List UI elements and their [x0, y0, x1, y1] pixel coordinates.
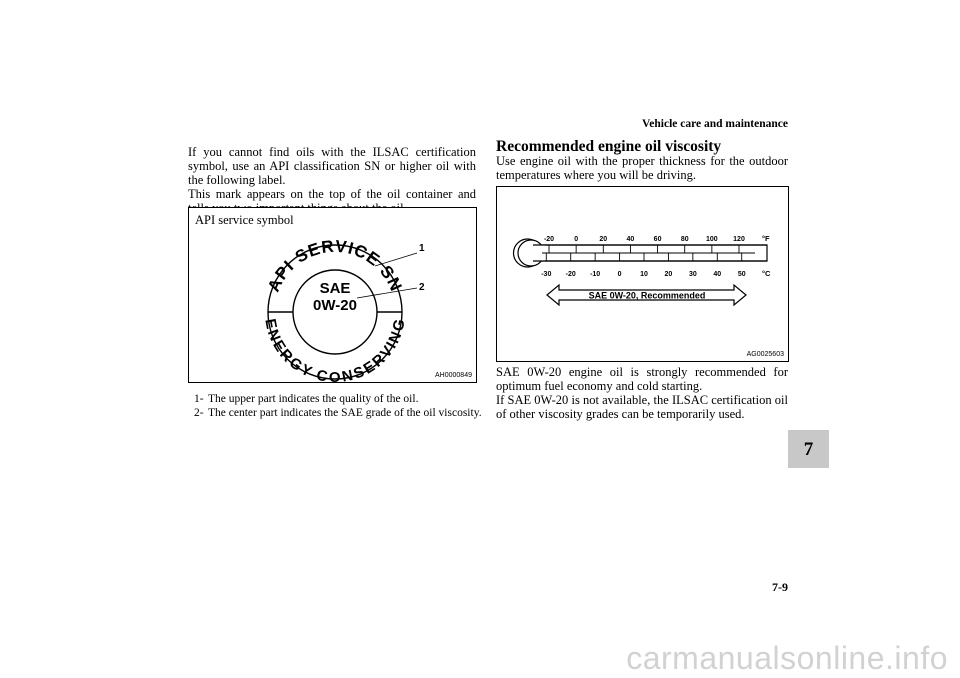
figure-notes — [194, 392, 484, 420]
chapter-tab: 7 — [788, 430, 829, 468]
api-symbol-figure — [188, 207, 477, 383]
fahrenheit-unit: °F — [762, 234, 770, 243]
page-number: 7-9 — [772, 580, 788, 594]
callout-2: 2 — [419, 282, 425, 293]
fahrenheit-tick-label: 60 — [653, 236, 662, 243]
fahrenheit-tick-label: 0 — [574, 236, 579, 243]
figure-code: AG0025603 — [746, 351, 784, 358]
celsius-tick-label: 0 — [617, 271, 622, 278]
note-text: The upper part indicates the quality of the oil. — [208, 393, 419, 405]
body-sentence-1: SAE 0W-20 engine oil is strongly recommended for optimum fuel economy and cold starting. — [496, 365, 788, 393]
note-number: 1- — [194, 393, 204, 405]
note-item — [194, 406, 484, 420]
section-heading: Recommended engine oil viscosity — [496, 138, 722, 155]
celsius-tick-label: -20 — [565, 271, 576, 278]
fahrenheit-tick-label: 120 — [733, 236, 745, 243]
figure-code: AH0000849 — [435, 372, 472, 379]
thermometer-figure — [496, 186, 789, 362]
callout-1: 1 — [419, 243, 425, 254]
ring-bottom-text: ENERGY CONSERVING — [260, 317, 410, 382]
arrow-label: SAE 0W-20, Recommended — [588, 290, 706, 301]
intro-sentence-1: If you cannot find oils with the ILSAC certification symbol, use an API classification SN or higher oil with the following label. — [188, 145, 476, 187]
celsius-tick-label: 50 — [737, 271, 746, 278]
intro-sentence-2: This mark appears on the top of the oil container and — [188, 187, 476, 201]
fahrenheit-tick-label: -20 — [543, 236, 555, 243]
fahrenheit-tick-label: 20 — [599, 236, 608, 243]
watermark: carmanualsonline.info — [626, 640, 948, 676]
api-donut-graphic — [189, 208, 476, 382]
celsius-tick-label: -30 — [541, 271, 552, 278]
note-number: 2- — [194, 407, 204, 419]
fahrenheit-tick-label: 40 — [626, 236, 635, 243]
center-sae: SAE — [319, 280, 351, 297]
viscosity-body — [496, 365, 788, 421]
viscosity-intro: Use engine oil with the proper thickness for the outdoor temperatures where you will be driving. — [496, 154, 788, 182]
note-text: The center part indicates the SAE grade of the oil viscosity. — [208, 407, 482, 419]
section-header: Vehicle care and maintenance — [642, 118, 788, 130]
celsius-tick-label: 20 — [664, 271, 673, 278]
celsius-tick-label: 30 — [688, 271, 697, 278]
fahrenheit-tick-label: 80 — [680, 236, 689, 243]
thermometer-graphic — [497, 187, 788, 361]
center-grade: 0W-20 — [313, 297, 357, 314]
celsius-tick-label: -10 — [590, 271, 601, 278]
ring-top-text: API SERVICE SN — [264, 236, 406, 295]
fahrenheit-tick-label: 100 — [706, 236, 718, 243]
note-item — [194, 392, 484, 406]
celsius-tick-label: 10 — [640, 271, 648, 278]
body-sentence-2: If SAE 0W-20 is not available, the ILSAC certification oil of other viscosity grades can be temporarily used. — [496, 393, 788, 421]
celsius-unit: °C — [762, 269, 771, 278]
figure-caption: API service symbol — [195, 213, 294, 227]
celsius-tick-label: 40 — [713, 271, 722, 278]
intro-paragraph — [188, 145, 476, 215]
